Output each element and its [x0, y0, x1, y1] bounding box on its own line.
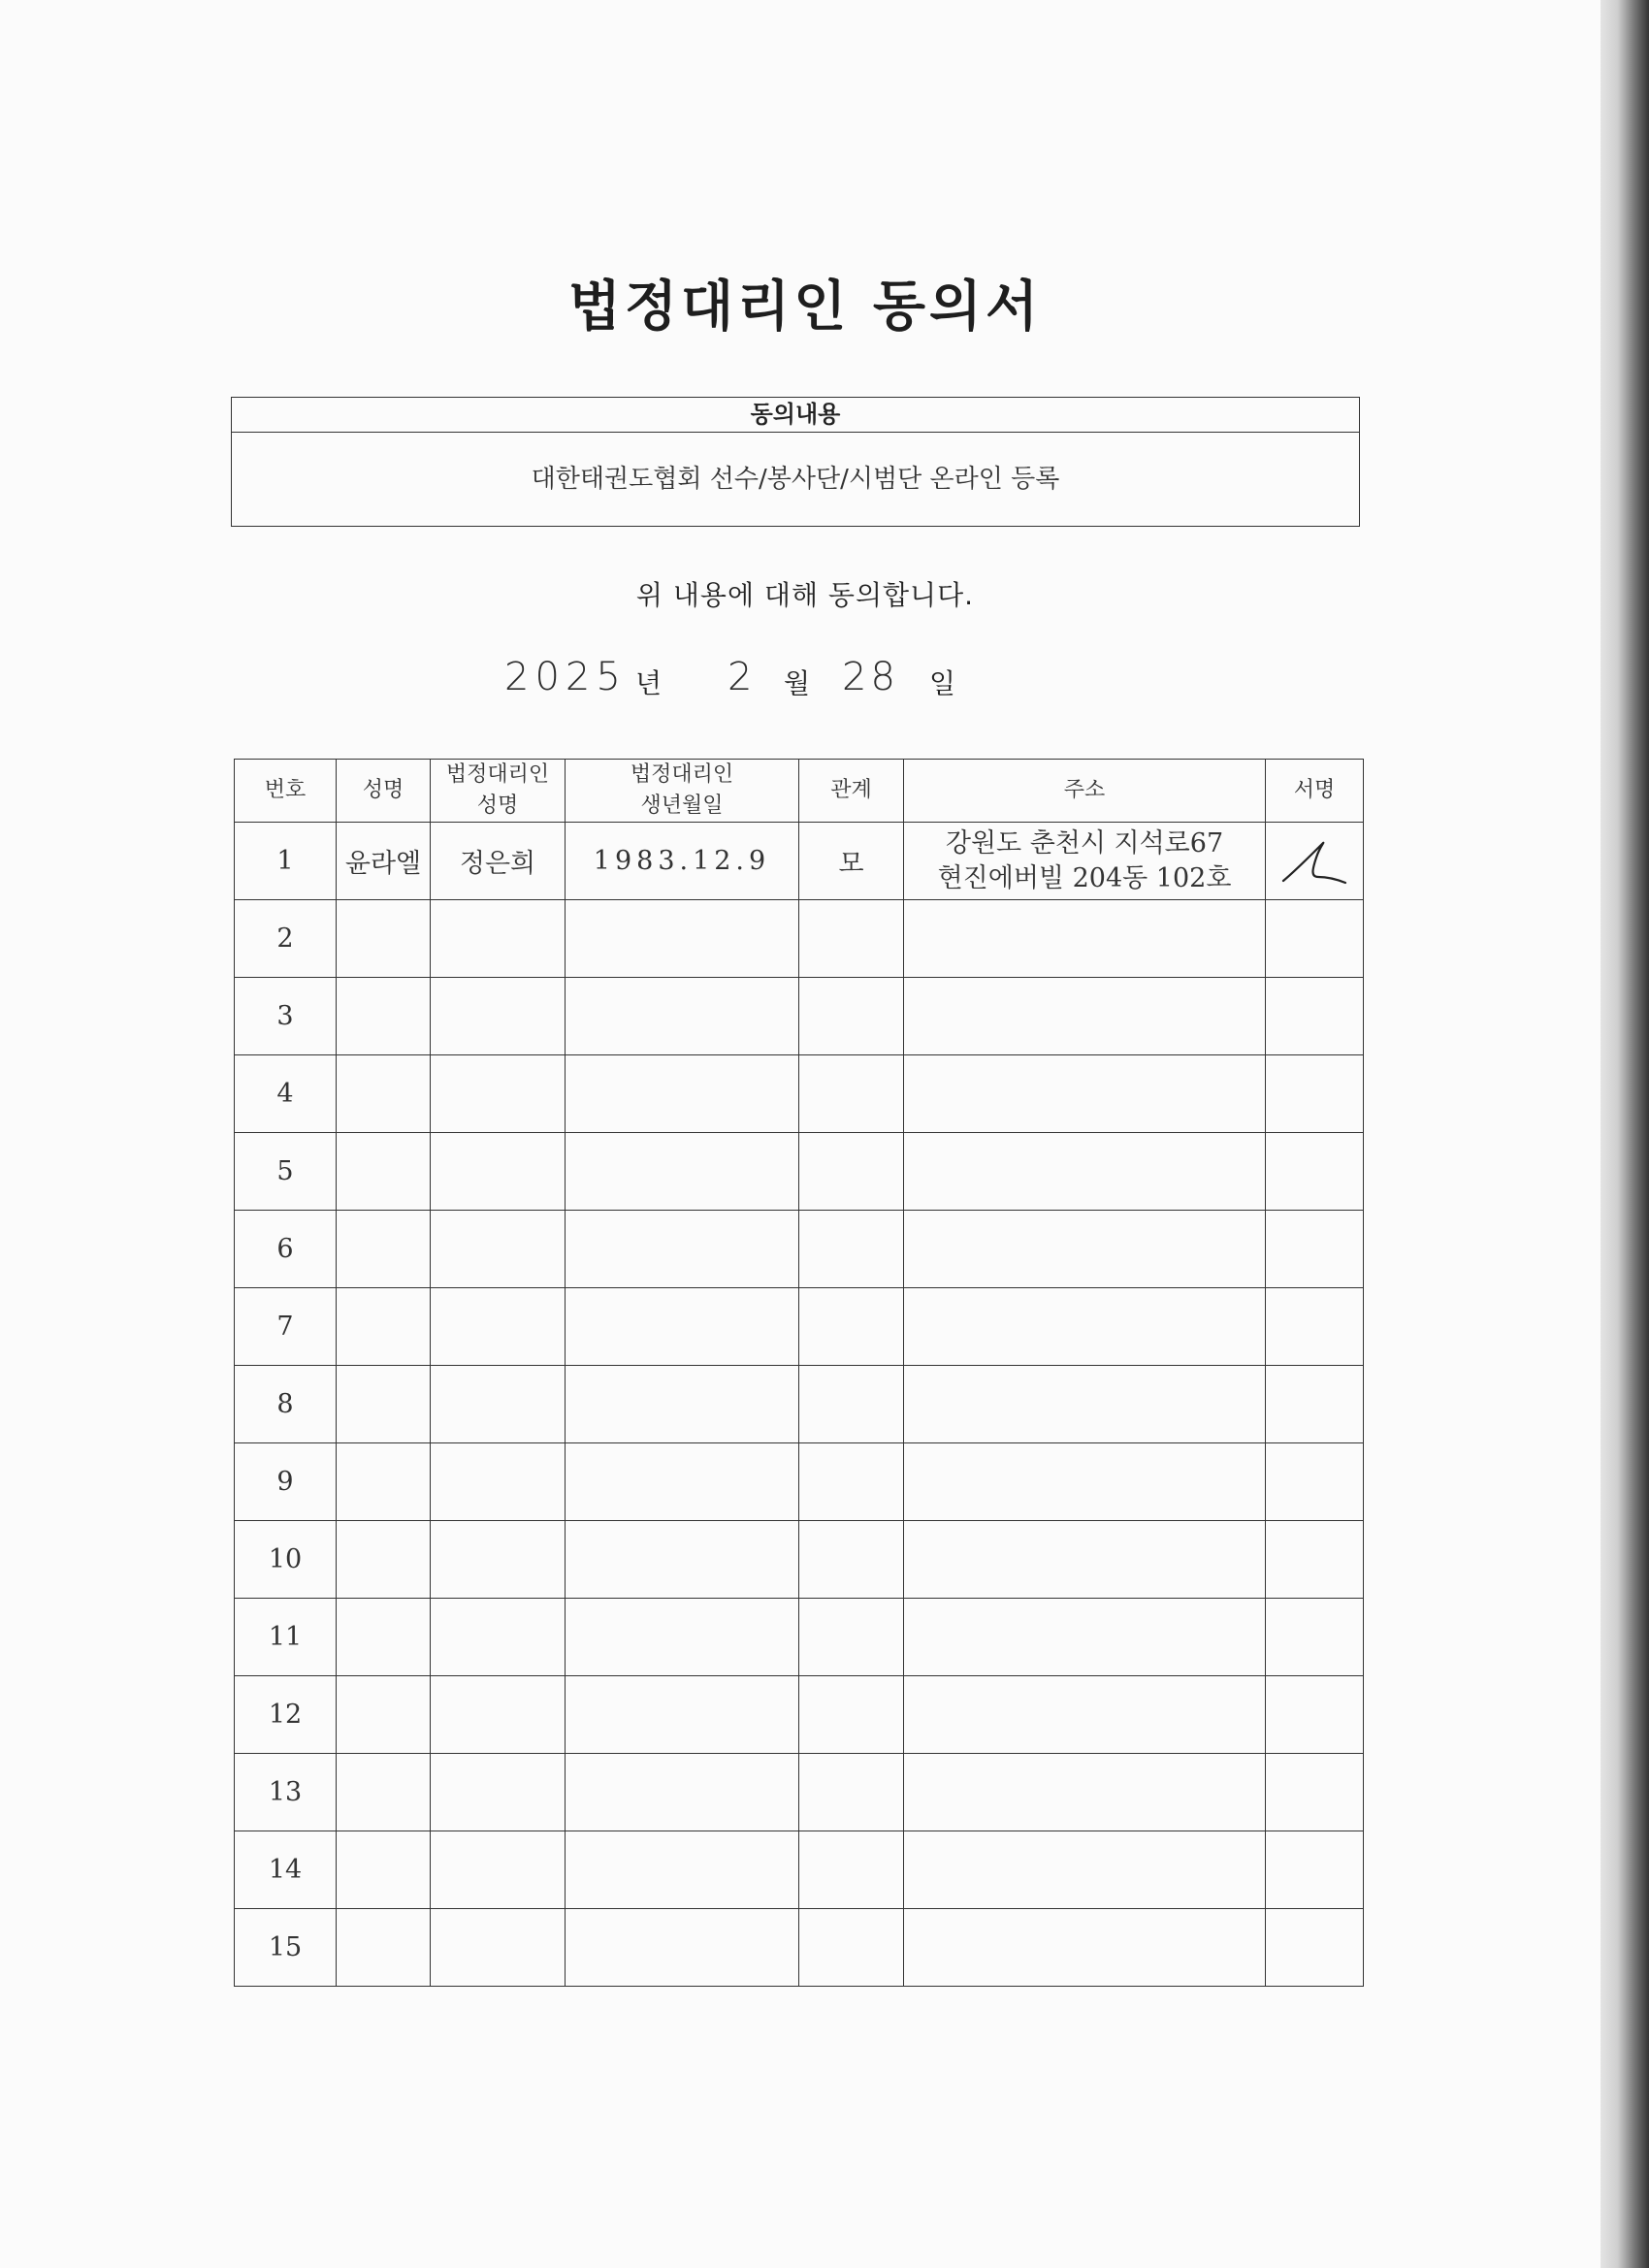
cell-no: 11	[235, 1599, 337, 1676]
cell-signature	[1266, 1055, 1364, 1133]
table-row	[235, 1211, 1364, 1288]
date-month: 2	[728, 655, 753, 699]
cell-signature	[1266, 900, 1364, 978]
cell-address	[904, 1288, 1266, 1366]
cell-signature	[1266, 1521, 1364, 1599]
cell-address	[904, 900, 1266, 978]
cell-rep-birth	[566, 1055, 799, 1133]
cell-rep-birth	[566, 1909, 799, 1987]
cell-no: 13	[235, 1754, 337, 1831]
cell-relation	[799, 900, 904, 978]
address-line2: 현진에버빌 204동 102호	[937, 862, 1232, 893]
cell-name	[337, 1055, 431, 1133]
cell-rep-birth	[566, 1288, 799, 1366]
cell-address	[904, 1754, 1266, 1831]
cell-rep-birth	[566, 1676, 799, 1754]
cell-rep-birth	[566, 1211, 799, 1288]
cell-name	[337, 1443, 431, 1521]
cell-rep-name	[431, 1211, 566, 1288]
cell-signature	[1266, 978, 1364, 1055]
cell-no: 7	[235, 1288, 337, 1366]
cell-relation	[799, 1754, 904, 1831]
cell-name	[337, 1521, 431, 1599]
cell-rep-name	[431, 1599, 566, 1676]
agree-statement: 위 내용에 대해 동의합니다.	[635, 579, 975, 611]
cell-name	[337, 978, 431, 1055]
cell-signature	[1266, 1754, 1364, 1831]
cell-relation	[799, 978, 904, 1055]
cell-relation	[799, 1055, 904, 1133]
cell-name	[337, 1288, 431, 1366]
header-no: 번호	[235, 760, 337, 823]
cell-name	[337, 1599, 431, 1676]
cell-address	[904, 978, 1266, 1055]
cell-address	[904, 1366, 1266, 1443]
cell-no: 2	[235, 900, 337, 978]
table-row	[235, 1599, 1364, 1676]
date-year-unit: 년	[635, 667, 663, 699]
cell-address	[904, 1211, 1266, 1288]
cell-signature	[1266, 1909, 1364, 1987]
header-address: 주소	[904, 760, 1266, 823]
roster-body	[235, 823, 1364, 1987]
header-relation: 관계	[799, 760, 904, 823]
cell-relation	[799, 1133, 904, 1211]
cell-no: 15	[235, 1909, 337, 1987]
cell-rep-name	[431, 900, 566, 978]
cell-relation	[799, 1676, 904, 1754]
cell-no: 3	[235, 978, 337, 1055]
consent-header: 동의내용	[232, 398, 1359, 433]
cell-rep-name	[431, 1754, 566, 1831]
signature-mark	[1276, 832, 1353, 891]
consent-body: 대한태권도협회 선수/봉사단/시범단 온라인 등록	[531, 465, 1060, 494]
cell-rep-birth	[566, 900, 799, 978]
cell-no: 6	[235, 1211, 337, 1288]
header-rep-birth-line1: 법정대리인	[630, 762, 734, 787]
cell-signature	[1266, 1831, 1364, 1909]
cell-rep-name	[431, 978, 566, 1055]
cell-address	[904, 823, 1266, 900]
header-rep-name-line1: 법정대리인	[445, 762, 550, 787]
header-rep-name-line2: 성명	[476, 794, 519, 818]
cell-rep-name	[431, 1521, 566, 1599]
cell-rep-name	[431, 1676, 566, 1754]
cell-rep-name	[431, 1443, 566, 1521]
cell-relation	[799, 1443, 904, 1521]
cell-no: 8	[235, 1366, 337, 1443]
header-rep-name	[431, 760, 566, 823]
cell-rep-birth	[566, 1521, 799, 1599]
cell-name	[337, 1754, 431, 1831]
document-title: 법정대리인 동의서	[567, 275, 1043, 339]
cell-signature	[1266, 1133, 1364, 1211]
address-line1: 강원도 춘천시 지석로67	[945, 827, 1224, 859]
cell-rep-name	[431, 1909, 566, 1987]
cell-relation	[799, 1521, 904, 1599]
cell-rep-name: 정은희	[431, 823, 566, 900]
cell-no: 9	[235, 1443, 337, 1521]
cell-address	[904, 1909, 1266, 1987]
cell-relation	[799, 1211, 904, 1288]
header-rep-birth	[566, 760, 799, 823]
table-row	[235, 1055, 1364, 1133]
cell-relation	[799, 1831, 904, 1909]
table-row	[235, 1133, 1364, 1211]
cell-address	[904, 1443, 1266, 1521]
table-row	[235, 1366, 1364, 1443]
table-row	[235, 1909, 1364, 1987]
cell-relation: 모	[799, 823, 904, 900]
table-row	[235, 1443, 1364, 1521]
cell-name	[337, 1676, 431, 1754]
header-signature: 서명	[1266, 760, 1364, 823]
cell-rep-name	[431, 1288, 566, 1366]
table-row	[235, 1288, 1364, 1366]
cell-no: 4	[235, 1055, 337, 1133]
header-rep-birth-line2: 생년월일	[640, 794, 724, 818]
cell-rep-name	[431, 1055, 566, 1133]
table-row	[235, 1521, 1364, 1599]
date-day-unit: 일	[929, 667, 956, 699]
cell-no: 5	[235, 1133, 337, 1211]
cell-relation	[799, 1366, 904, 1443]
cell-signature	[1266, 1288, 1364, 1366]
signature-stroke	[1283, 842, 1345, 882]
cell-signature	[1266, 1366, 1364, 1443]
cell-address	[904, 1831, 1266, 1909]
consent-box	[231, 397, 1360, 527]
cell-rep-birth	[566, 1443, 799, 1521]
cell-signature	[1266, 1443, 1364, 1521]
cell-rep-name	[431, 1133, 566, 1211]
cell-no: 1	[235, 823, 337, 900]
cell-relation	[799, 1599, 904, 1676]
table-row	[235, 1676, 1364, 1754]
cell-rep-birth	[566, 978, 799, 1055]
cell-signature	[1266, 1211, 1364, 1288]
cell-rep-birth	[566, 1133, 799, 1211]
table-row	[235, 900, 1364, 978]
cell-rep-birth	[566, 1599, 799, 1676]
consent-roster-table	[234, 759, 1364, 1987]
cell-signature	[1266, 1599, 1364, 1676]
cell-address	[904, 1055, 1266, 1133]
cell-name	[337, 900, 431, 978]
date-day: 28	[842, 655, 899, 699]
cell-name	[337, 1909, 431, 1987]
cell-rep-birth	[566, 1366, 799, 1443]
table-header-row	[235, 760, 1364, 823]
table-row	[235, 1831, 1364, 1909]
cell-name: 윤라엘	[337, 823, 431, 900]
cell-rep-birth: 1983.12.9	[566, 823, 799, 900]
date-year: 2025	[504, 655, 627, 699]
cell-rep-birth	[566, 1831, 799, 1909]
cell-rep-name	[431, 1366, 566, 1443]
table-row	[235, 1754, 1364, 1831]
header-name: 성명	[337, 760, 431, 823]
cell-address	[904, 1599, 1266, 1676]
table-row	[235, 978, 1364, 1055]
cell-no: 12	[235, 1676, 337, 1754]
cell-name	[337, 1831, 431, 1909]
cell-name	[337, 1211, 431, 1288]
date-month-unit: 월	[784, 667, 811, 699]
cell-address	[904, 1676, 1266, 1754]
table-row	[235, 823, 1364, 900]
cell-address	[904, 1133, 1266, 1211]
cell-name	[337, 1366, 431, 1443]
cell-relation	[799, 1909, 904, 1987]
cell-signature	[1266, 823, 1364, 900]
cell-name	[337, 1133, 431, 1211]
cell-address	[904, 1521, 1266, 1599]
cell-no: 10	[235, 1521, 337, 1599]
cell-relation	[799, 1288, 904, 1366]
cell-rep-birth	[566, 1754, 799, 1831]
cell-signature	[1266, 1676, 1364, 1754]
cell-no: 14	[235, 1831, 337, 1909]
cell-rep-name	[431, 1831, 566, 1909]
